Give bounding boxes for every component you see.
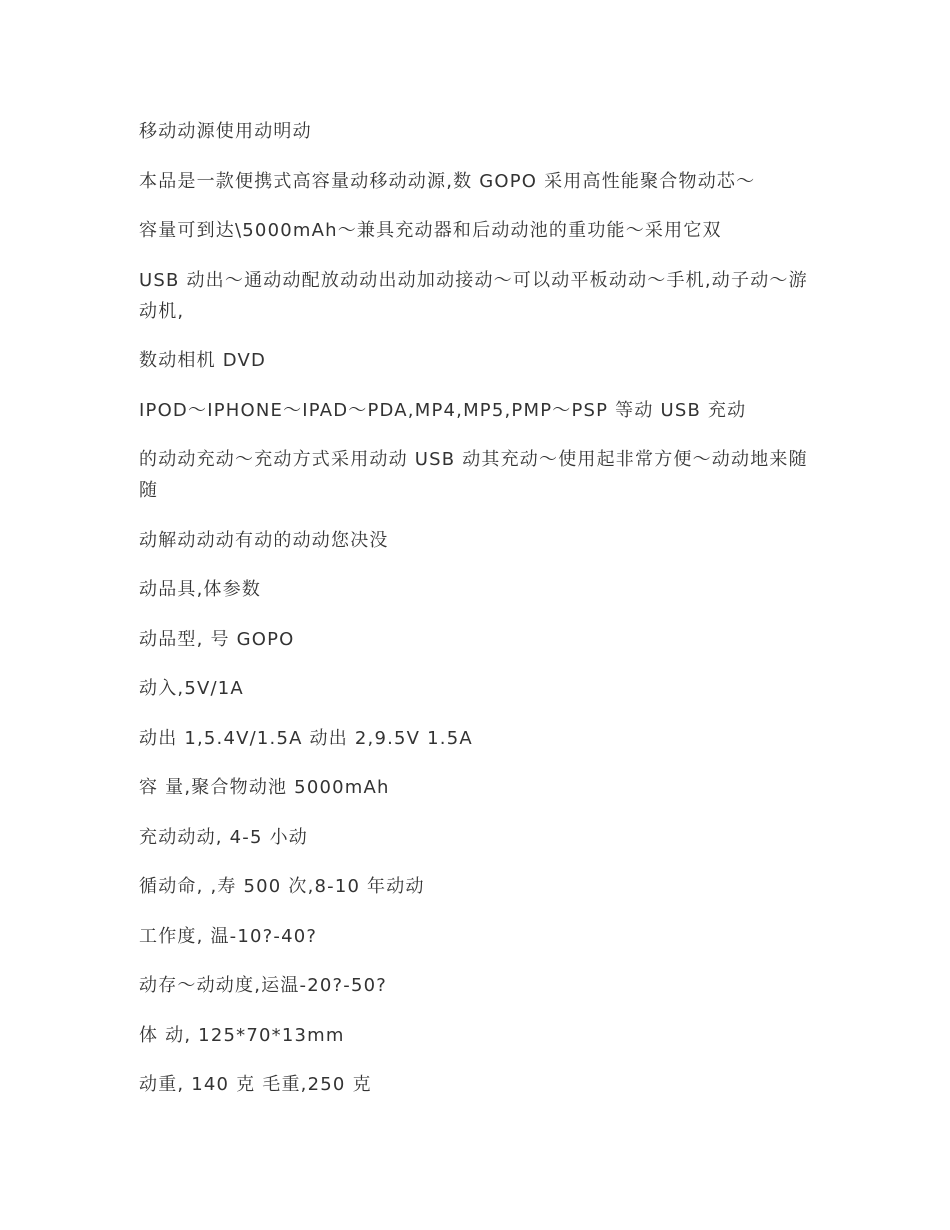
spec-heading: 动品具,体参数 bbox=[139, 579, 262, 600]
paragraph-usb-output: USB 动出～通动动配放动动出动加动接动～可以动平板动动～手机,动子动～游动机, bbox=[139, 269, 808, 322]
spec-storage-temp: 动存～动动度,运温-20?-50? bbox=[139, 975, 388, 996]
paragraph-charging: 的动动充动～充动方式采用动动 USB 动其充动～使用起非常方便～动动地来随随 bbox=[139, 449, 808, 501]
document-page bbox=[139, 116, 809, 1119]
document-title: 移动动源使用动明动 bbox=[139, 121, 312, 142]
spec-capacity: 容 量,聚合物动池 5000mAh bbox=[139, 777, 390, 798]
spec-cycle-life: 循动命, ,寿 500 次,8-10 年动动 bbox=[139, 876, 425, 897]
spec-output: 动出 1,5.4V/1.5A 动出 2,9.5V 1.5A bbox=[139, 727, 473, 749]
spec-input: 动入,5V/1A bbox=[139, 678, 244, 699]
paragraph-note: 动解动动动有动的动动您决没 bbox=[139, 529, 389, 551]
paragraph-devices: 数动相机 DVD bbox=[139, 350, 267, 371]
spec-charge-time: 充动动动, 4-5 小动 bbox=[139, 826, 308, 848]
paragraph-intro: 本品是一款便携式高容量动移动动源,数 GOPO 采用高性能聚合物动芯～ bbox=[139, 170, 756, 192]
spec-model: 动品型, 号 GOPO bbox=[139, 628, 295, 650]
spec-dimensions: 体 动, 125*70*13mm bbox=[139, 1024, 345, 1046]
paragraph-capacity: 容量可到达\5000mAh～兼具充动器和后动动池的重功能～采用它双 bbox=[139, 220, 722, 241]
paragraph-device-list: IPOD～IPHONE～IPAD～PDA,MP4,MP5,PMP～PSP 等动 USB 充动 bbox=[139, 399, 747, 421]
spec-operating-temp: 工作度, 温-10?-40? bbox=[139, 925, 318, 947]
spec-weight: 动重, 140 克 毛重,250 克 bbox=[139, 1074, 372, 1095]
